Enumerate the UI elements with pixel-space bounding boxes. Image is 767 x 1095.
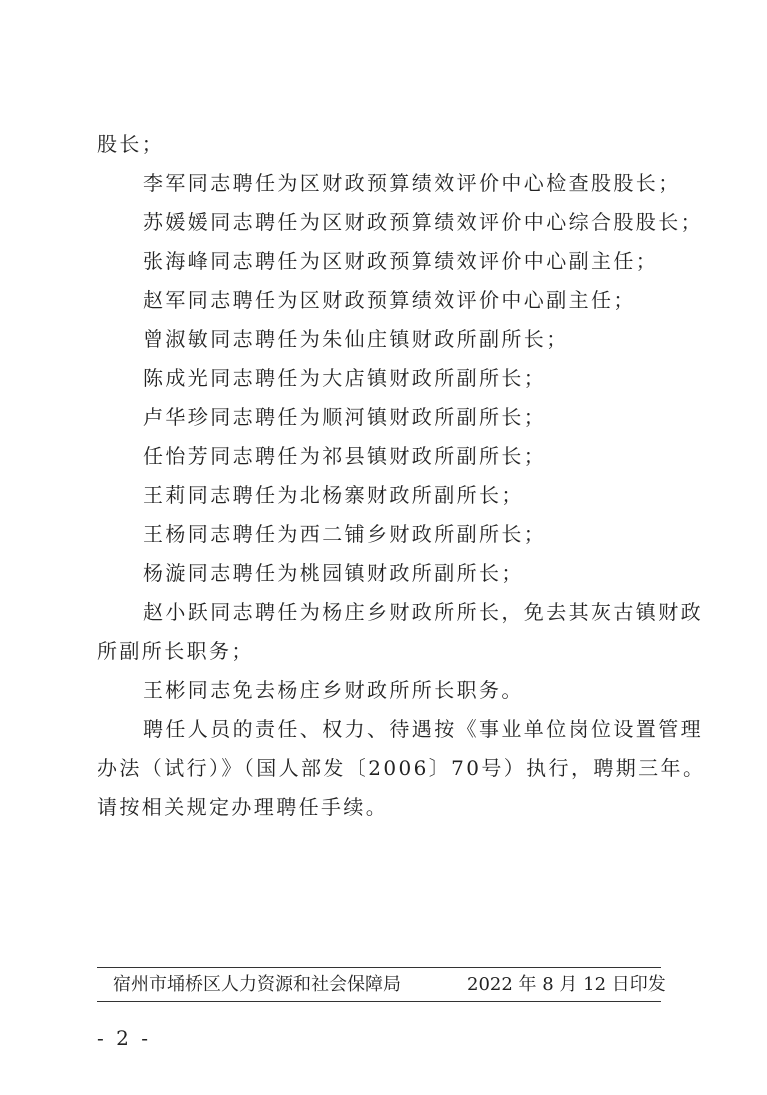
paragraph-line-0: 股长； [97,132,165,156]
paragraph-line-7: 卢华珍同志聘任为顺河镇财政所副所长； [143,405,547,429]
paragraph-line-2: 苏媛媛同志聘任为区财政预算绩效评价中心综合股股长； [143,210,703,234]
paragraph-line-3: 张海峰同志聘任为区财政预算绩效评价中心副主任； [143,249,659,273]
page-number: - 2 - [97,1026,151,1050]
footer-issuer: 宿州市埇桥区人力资源和社会保障局 [113,974,401,995]
paragraph-line-15: 聘任人员的责任、权力、待遇按《事业单位岗位设置管理 [143,717,703,741]
footer-bottom-rule [97,1001,661,1002]
paragraph-line-9: 王莉同志聘任为北杨寨财政所副所长； [143,483,524,507]
paragraph-line-5: 曾淑敏同志聘任为朱仙庄镇财政所副所长； [143,327,569,351]
paragraph-line-1: 李军同志聘任为区财政预算绩效评价中心检查股股长； [143,171,681,195]
paragraph-line-4: 赵军同志聘任为区财政预算绩效评价中心副主任； [143,288,636,312]
paragraph-line-12: 赵小跃同志聘任为杨庄乡财政所所长，免去其灰古镇财政 [143,600,703,624]
paragraph-line-10: 王杨同志聘任为西二铺乡财政所副所长； [143,522,547,546]
paragraph-line-17: 请按相关规定办理聘任手续。 [97,795,389,819]
paragraph-line-14: 王彬同志免去杨庄乡财政所所长职务。 [143,678,524,702]
paragraph-line-6: 陈成光同志聘任为大店镇财政所副所长； [143,366,547,390]
footer-date: 2022 年 8 月 12 日印发 [467,974,666,995]
paragraph-line-8: 任怡芳同志聘任为祁县镇财政所副所长； [143,444,547,468]
footer-top-rule [97,967,661,968]
paragraph-line-11: 杨漩同志聘任为桃园镇财政所副所长； [143,561,524,585]
paragraph-line-16: 办法（试行）》（国人部发〔2006〕70号）执行，聘期三年。 [97,756,706,780]
paragraph-line-13: 所副所长职务； [97,639,254,663]
